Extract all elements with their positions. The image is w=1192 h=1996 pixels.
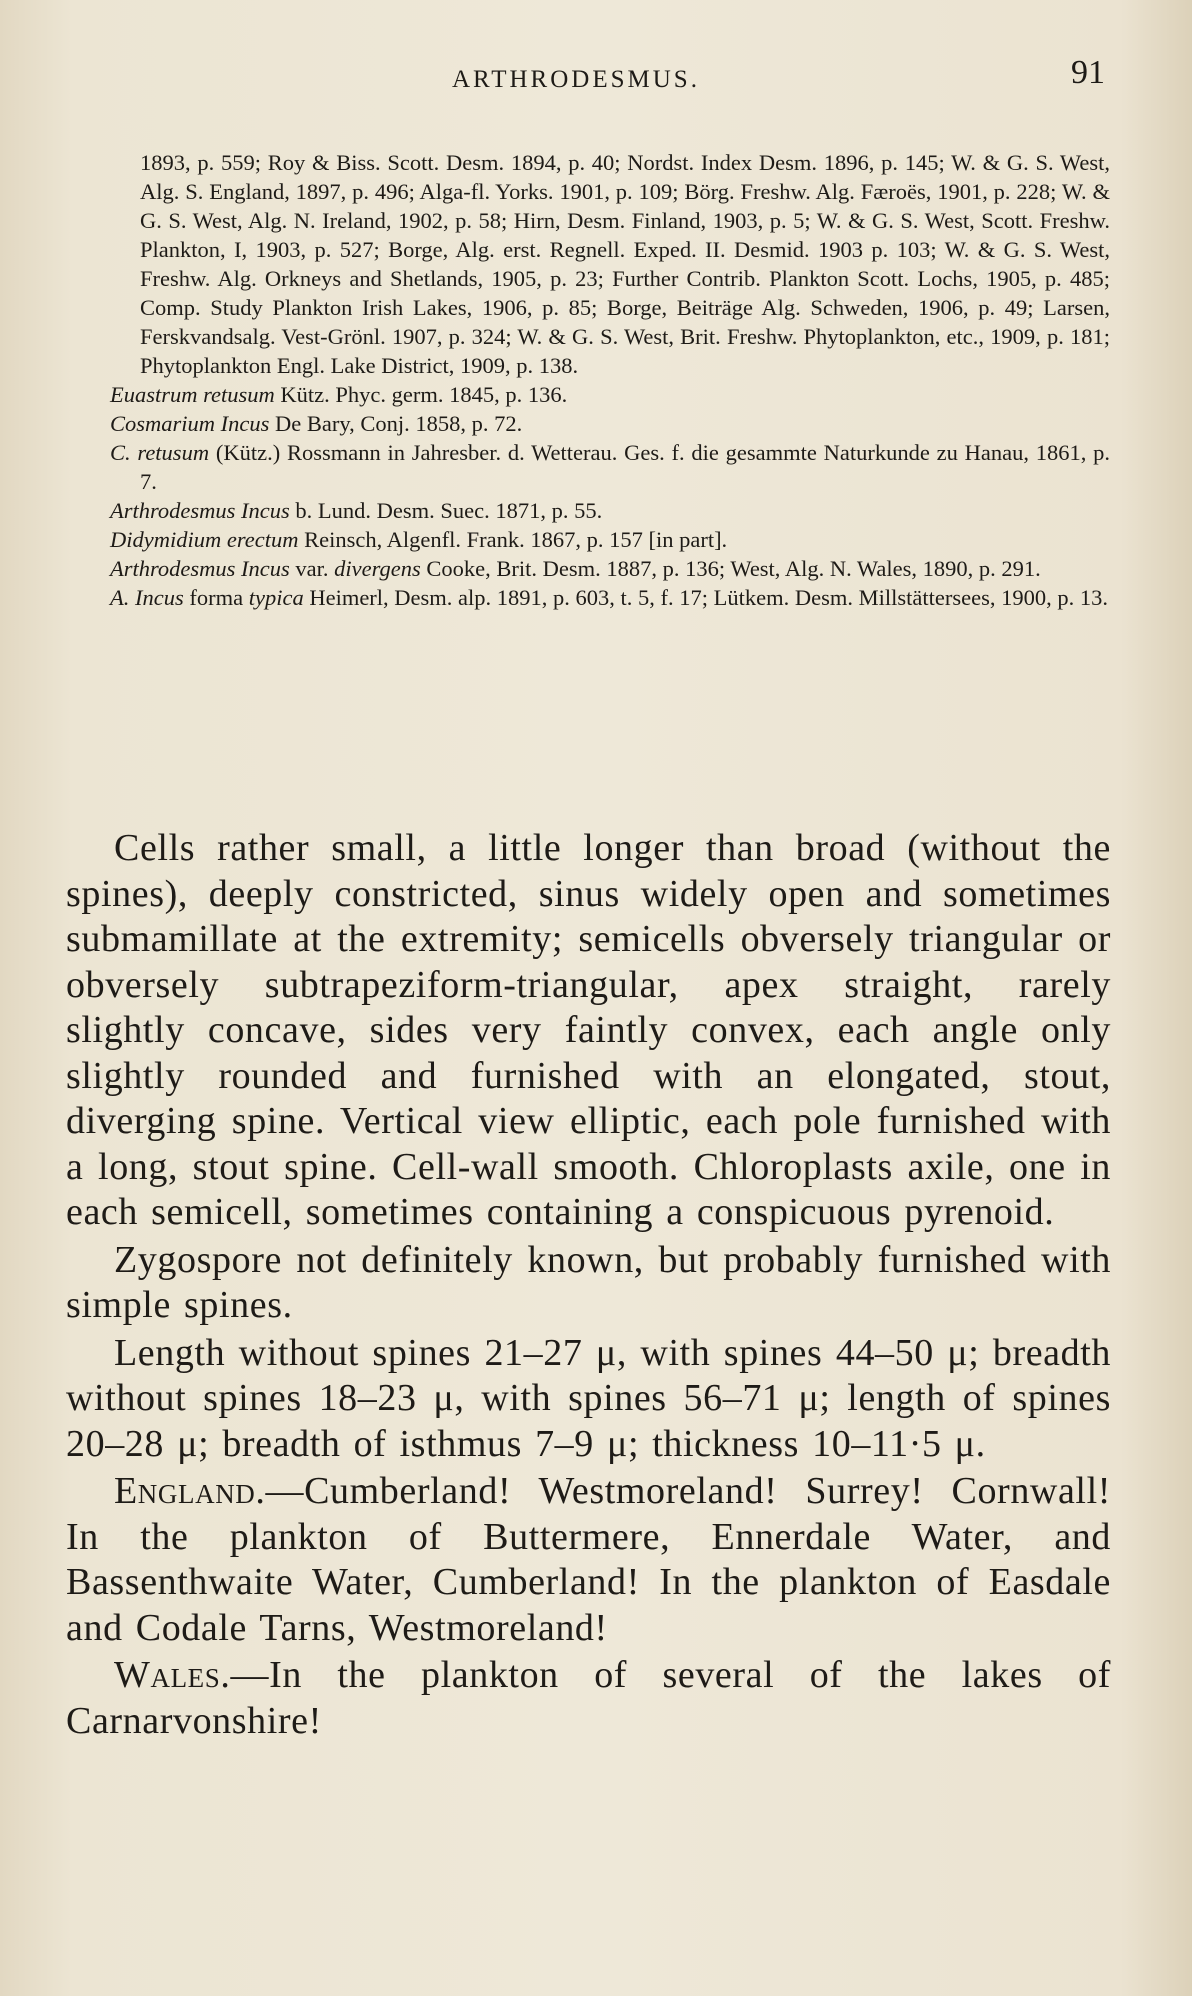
- synonymy-text: var.: [289, 556, 335, 581]
- synonymy-text: 1893, p. 559; Roy & Biss. Scott. Desm. 1894, p. 40; Nordst. Index Desm. 1896, p. 145; W. & G. S. West, Alg. S. England, 1897, p. 496; Alga-fl. Yorks. 1901, p. 109; Börg. Freshw. Alg. Færoës, 1901, p. 228; W. & G. S. West, Alg. N. Ireland, 1902, p. 58; Hirn, Desm. Finland, 1903, p. 5; W. & G. S. West, Scott. Freshw. Plankton, I, 1903, p. 527; Borge, Alg. erst. Regnell. Exped. II. Desmid. 1903 p. 103; W. & G. S. West, Freshw. Alg. Orkneys and Shetlands, 1905, p. 23; Further Contrib. Plankton Scott. Lochs, 1905, p. 485; Comp. Study Plankton Irish Lakes, 1906, p. 85; Borge, Beiträge Alg. Schweden, 1906, p. 49; Larsen, Ferskvandsalg. Vest-Grönl. 1907, p. 324; W. & G. S. West, Brit. Freshw. Phytoplankton, etc., 1909, p. 181; Phytoplankton Engl. Lake District, 1909, p. 138.: [140, 150, 1110, 378]
- distribution-wales: [66, 1653, 1111, 1744]
- running-head: ARTHRODESMUS.: [452, 66, 700, 93]
- synonymy-entry: [110, 583, 1110, 612]
- synonymy-entry: [110, 496, 1110, 525]
- synonymy-block: [110, 148, 1110, 612]
- synonymy-entry: [110, 525, 1110, 554]
- taxon-name: Euastrum retusum: [110, 382, 275, 407]
- page-header: [0, 52, 1192, 102]
- cell-description: Cells rather small, a little longer than broad (without the spines), deeply constricted, sinus widely open and sometimes submamillate at the extremity; semicells obversely triangular or obversely subtrapeziform-triangular, apex straight, rarely slightly concave, sides very faintly convex, each angle only slightly rounded and furnished with an elongated, stout, diverging spine. Vertical view elliptic, each pole furnished with a long, stout spine. Cell-wall smooth. Chloroplasts axile, one in each semicell, sometimes containing a conspicuous pyrenoid.: [66, 827, 1111, 1233]
- synonymy-text: Heimerl, Desm. alp. 1891, p. 603, t. 5, f. 17; Lütkem. Desm. Millstättersees, 1900, p. 13.: [303, 585, 1108, 610]
- synonymy-entry: [110, 380, 1110, 409]
- page-number: 91: [1071, 54, 1105, 91]
- region-label: Wales.: [114, 1654, 231, 1696]
- region-label: England.: [114, 1470, 266, 1512]
- taxon-name: Cosmarium Incus: [110, 411, 270, 436]
- synonymy-entry: [110, 438, 1110, 496]
- region-text: —Cumberland! Westmoreland! Surrey! Cornwall! In the plankton of Buttermere, Ennerdale Water, and Bassenthwaite Water, Cumberland! In the plankton of Easdale and Codale Tarns, Westmoreland!: [66, 1470, 1111, 1649]
- dimensions: Length without spines 21–27 μ, with spines 44–50 μ; breadth without spines 18–23 μ, with spines 56–71 μ; length of spines 20–28 μ; breadth of isthmus 7–9 μ; thickness 10–11·5 μ.: [66, 1331, 1111, 1465]
- zygospore-description: Zygospore not definitely known, but probably furnished with simple spines.: [66, 1238, 1111, 1326]
- synonymy-entry: [110, 554, 1110, 583]
- synonymy-text: forma: [183, 585, 249, 610]
- synonymy-entry: [110, 409, 1110, 438]
- synonymy-text: Reinsch, Algenfl. Frank. 1867, p. 157 [in part].: [298, 527, 728, 552]
- region-text: —In the plankton of several of the lakes of Carnarvonshire!: [66, 1654, 1111, 1742]
- synonymy-text: De Bary, Conj. 1858, p. 72.: [269, 411, 523, 436]
- synonymy-text: Cooke, Brit. Desm. 1887, p. 136; West, Alg. N. Wales, 1890, p. 291.: [420, 556, 1041, 581]
- taxon-name: Arthrodesmus Incus: [110, 498, 290, 523]
- forma-name: typica: [248, 585, 304, 610]
- taxon-name: Didymidium erectum: [110, 527, 299, 552]
- synonymy-text: b. Lund. Desm. Suec. 1871, p. 55.: [289, 498, 603, 523]
- synonymy-text: (Kütz.) Rossmann in Jahresber. d. Wetterau. Ges. f. die gesammte Naturkunde zu Hanau, 1861, p. 7.: [140, 440, 1111, 494]
- description-body: [66, 826, 1111, 1746]
- synonymy-entry: [110, 148, 1110, 380]
- distribution-england: [66, 1469, 1111, 1651]
- taxon-name: C. retusum: [110, 440, 210, 465]
- taxon-name: Arthrodesmus Incus: [110, 556, 290, 581]
- taxon-name: A. Incus: [110, 585, 184, 610]
- synonymy-text: Kütz. Phyc. germ. 1845, p. 136.: [274, 382, 568, 407]
- variety-name: divergens: [334, 556, 421, 581]
